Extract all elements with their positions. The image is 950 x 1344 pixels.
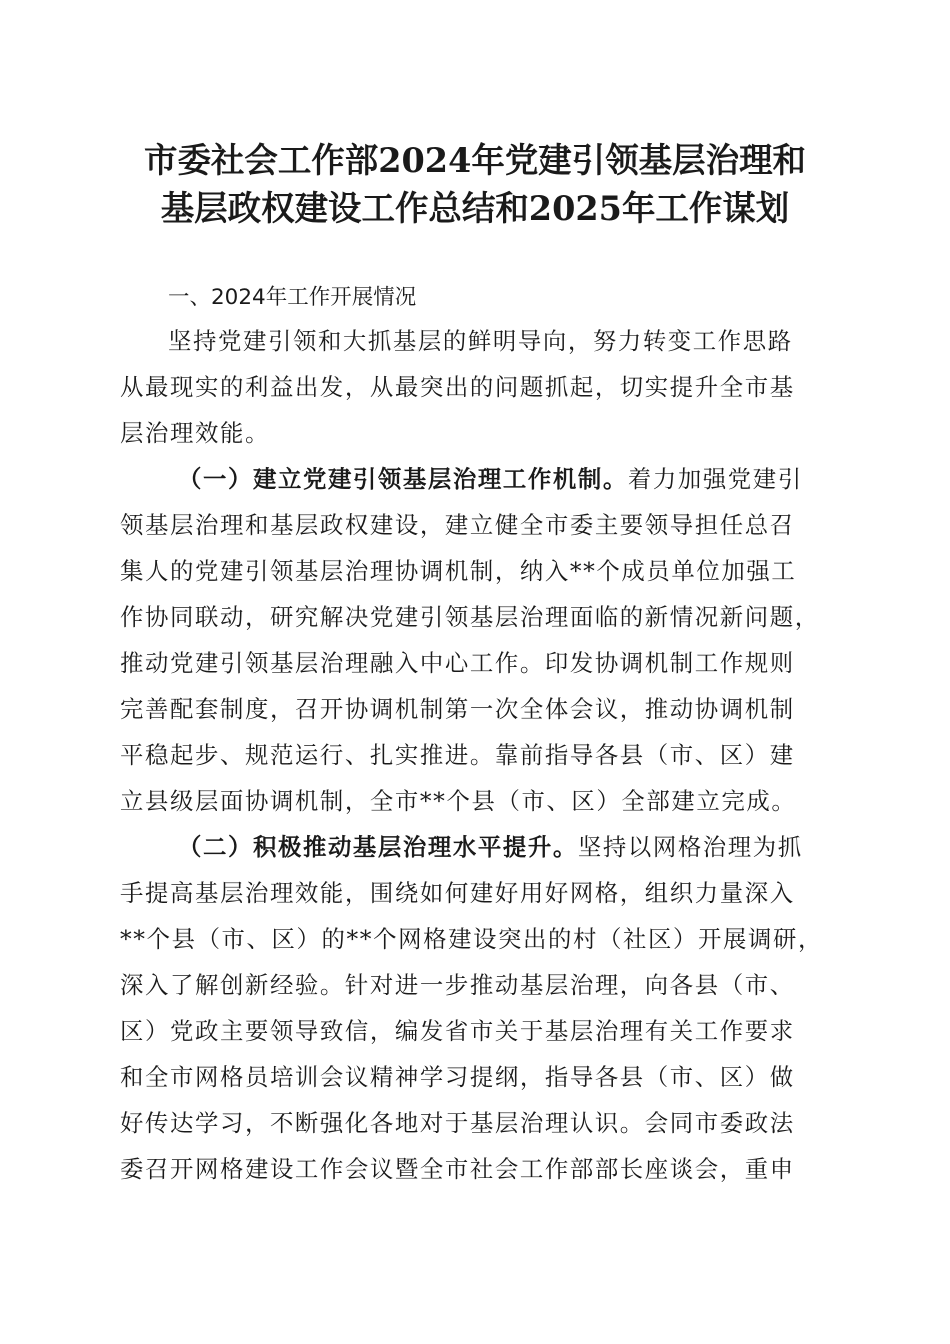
paragraph-line: 手提高基层治理效能，围绕如何建好用好网格，组织力量深入 <box>120 879 795 907</box>
paragraph-line: 坚持党建引领和大抓基层的鲜明导向，努力转变工作思路 <box>168 327 793 355</box>
paragraph-text: 着力加强党建引 <box>627 465 803 493</box>
subsection-first-line <box>178 831 803 863</box>
document-title <box>0 137 950 233</box>
paragraph-line: 好传达学习，不断强化各地对于基层治理认识。会同市委政法 <box>120 1109 795 1137</box>
paragraph-line: 和全市网格员培训会议精神学习提纲，指导各县（市、区）做 <box>120 1063 795 1091</box>
paragraph-line: 深入了解创新经验。针对进一步推动基层治理，向各县（市、 <box>120 971 795 999</box>
paragraph-line: 立县级层面协调机制，全市**个县（市、区）全部建立完成。 <box>120 787 797 815</box>
subsection-title: （二）积极推动基层治理水平提升。 <box>178 833 578 861</box>
paragraph-line: 完善配套制度，召开协调机制第一次全体会议，推动协调机制 <box>120 695 795 723</box>
subsection-first-line <box>178 463 803 495</box>
paragraph-line: 平稳起步、规范运行、扎实推进。靠前指导各县（市、区）建 <box>120 741 795 769</box>
title-line-1: 市委社会工作部2024年党建引领基层治理和 <box>143 141 807 181</box>
paragraph-line: 作协同联动，研究解决党建引领基层治理面临的新情况新问题， <box>120 603 820 631</box>
paragraph-line: 推动党建引领基层治理融入中心工作。印发协调机制工作规则 <box>120 649 795 677</box>
subsection-title: （一）建立党建引领基层治理工作机制。 <box>178 465 628 493</box>
paragraph-text: 坚持以网格治理为抓 <box>577 833 803 861</box>
paragraph-line: 领基层治理和基层政权建设，建立健全市委主要领导担任总召 <box>120 511 795 539</box>
paragraph-line: 从最现实的利益出发，从最突出的问题抓起，切实提升全市基 <box>120 373 795 401</box>
paragraph-line: 委召开网格建设工作会议暨全市社会工作部部长座谈会，重申 <box>120 1155 795 1183</box>
section-heading: 一、2024年工作开展情况 <box>168 285 417 310</box>
paragraph-line: **个县（市、区）的**个网格建设突出的村（社区）开展调研， <box>120 925 823 953</box>
paragraph-line: 层治理效能。 <box>120 419 270 447</box>
paragraph-line: 集人的党建引领基层治理协调机制，纳入**个成员单位加强工 <box>120 557 797 585</box>
paragraph-line: 区）党政主要领导致信，编发省市关于基层治理有关工作要求 <box>120 1017 795 1045</box>
title-line-2: 基层政权建设工作总结和2025年工作谋划 <box>160 189 790 229</box>
